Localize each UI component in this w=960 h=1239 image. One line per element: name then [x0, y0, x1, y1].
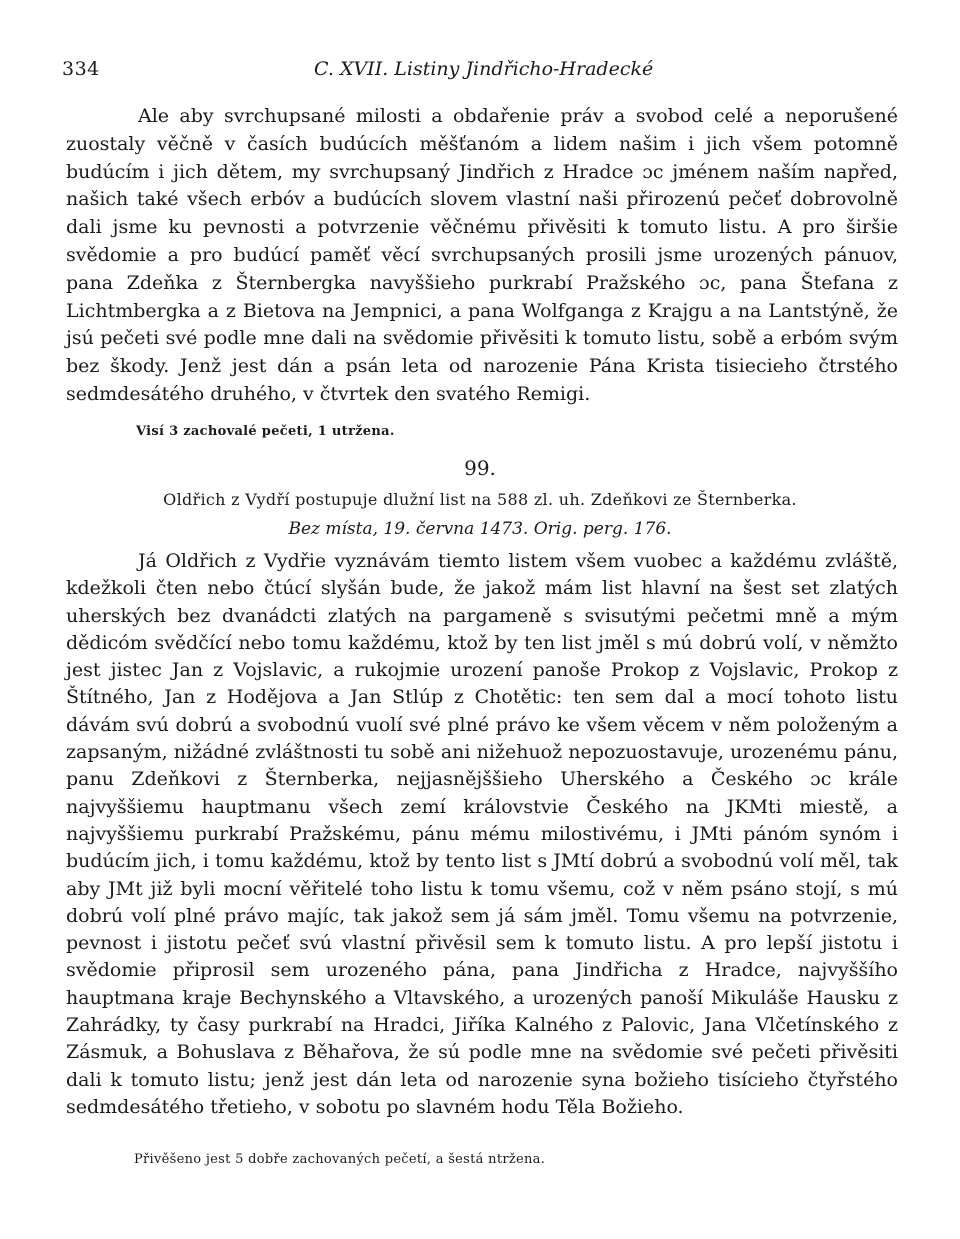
- charter-text-paragraph: Ale aby svrchupsané milosti a obdařenie práv a svobod celé a neporušené zuostaly věčně v časích budúcích měšťanóm a lidem našim i jich všem potomně budúcím i jich dětem, my svrchupsaný Jindřich z Hradce ɔc jménem naším napřed, našich také všech erbóv a budúcích slovem vlastní naši přirozenú pečeť dobrovolně dali jsme ku pevnosti a potvrzenie věčnému přivěsiti k tomuto listu. A pro širšie svědomie a pro budúcí paměť věcí svrchupsaných prosili jsme urozených pánuov, pana Zdeňka z Šternbergka navyššieho purkrabí Pražského ɔc, pana Štefana z Lichtmbergka a z Bietova na Jempnici, a pana Wolfganga z Krajgu a na Lantstýně, že jsú pečeti své podle mne dali na svědomie přivěsiti k tomuto listu, sobě a erbóm svým bez škody. Jenž jest dán a psán leta od narozenie Pána Krista tisiecieho čtrstého sedmdesátého druhého, v čtvrtek den svatého Remigi.: [66, 105, 898, 405]
- page-header: [62, 58, 898, 88]
- seal-note: Visí 3 zachovalé pečeti, 1 utržena.: [136, 424, 395, 439]
- charter-text-paragraph: Já Oldřich z Vydřie vyznávám tiemto listem všem vuobec a každému zvláště, kdežkoli čten nebo čtúcí slyšán bude, že jakož mám list hlavní na šest set zlatých uherských bez dvanádcti zlatých na pargameně s svisutými pečetmi mně a mým dědicóm svědčící nebo tomu každému, ktož by ten list jměl s mú dobrú volí, v němžto jest jistec Jan z Vojslavic, a rukojmie urození panoše Prokop z Vojslavic, Prokop z Štítného, Jan z Hodějova a Jan Stlúp z Chotětic: ten sem dal a mocí tohoto listu dávám svú dobrú a svobodnú vuolí své plné právo ke všem věcem v něm položeným a zapsaným, nižádné zvláštnosti tu sobě ani nižehuož nepozuostavuje, urozenému pánu, panu Zdeňkovi z Šternberka, nejjasnějššieho Uherského a Českého ɔc krále najvyššiemu hauptmanu všech zemí královstvie Českého na JKMti miestě, a najvyššiemu purkrabí Pražskému, pánu mému milostivému, i JMti pánóm synóm i budúcím jich, i tomu každému, ktož by tento list s JMtí dobrú a svobodnú volí měl, tak aby JMt již byli mocní věřitelé toho listu k tomu všemu, což v něm psáno stojí, s mú dobrú volí plné právo majíc, tak jakož sem já sám jměl. Tomu všemu na potvrzenie, pevnost i jistotu pečeť svú vlastní přivěsil sem k tomuto listu. A pro lepší jistotu i svědomie připrosil sem urozeného pána, pana Jindřicha z Hradce, najvyššího hauptmana kraje Bechynského a Vltavského, a urozených panoší Mikuláše Hausku z Zahrádky, ty časy purkrabí na Hradci, Jiříka Kalného z Palovic, Jana Vlčetínského z Zásmuk, a Bohuslava z Běhařova, že sú podle mne na svědomie své pečeti přivěsiti dali k tomuto listu; jenž jest dán leta od narozenie syna božieho tisícieho čtyřstého sedmdesátého třetieho, v sobotu po slavném hodu Těla Božieho.: [66, 550, 898, 1118]
- document-dating: Bez místa, 19. června 1473. Orig. perg. 176.: [288, 519, 672, 539]
- document-regest: Oldřich z Vydří postupuje dlužní list na 588 zl. uh. Zdeňkovi ze Šternberka.: [163, 490, 797, 509]
- page-number: 334: [62, 58, 100, 80]
- seal-note: Přivěšeno jest 5 dobře zachovaných pečetí, a šestá ntržena.: [134, 1152, 546, 1167]
- document-number: 99.: [464, 456, 496, 480]
- running-head: C. XVII. Listiny Jindřicho-Hradecké: [314, 58, 654, 80]
